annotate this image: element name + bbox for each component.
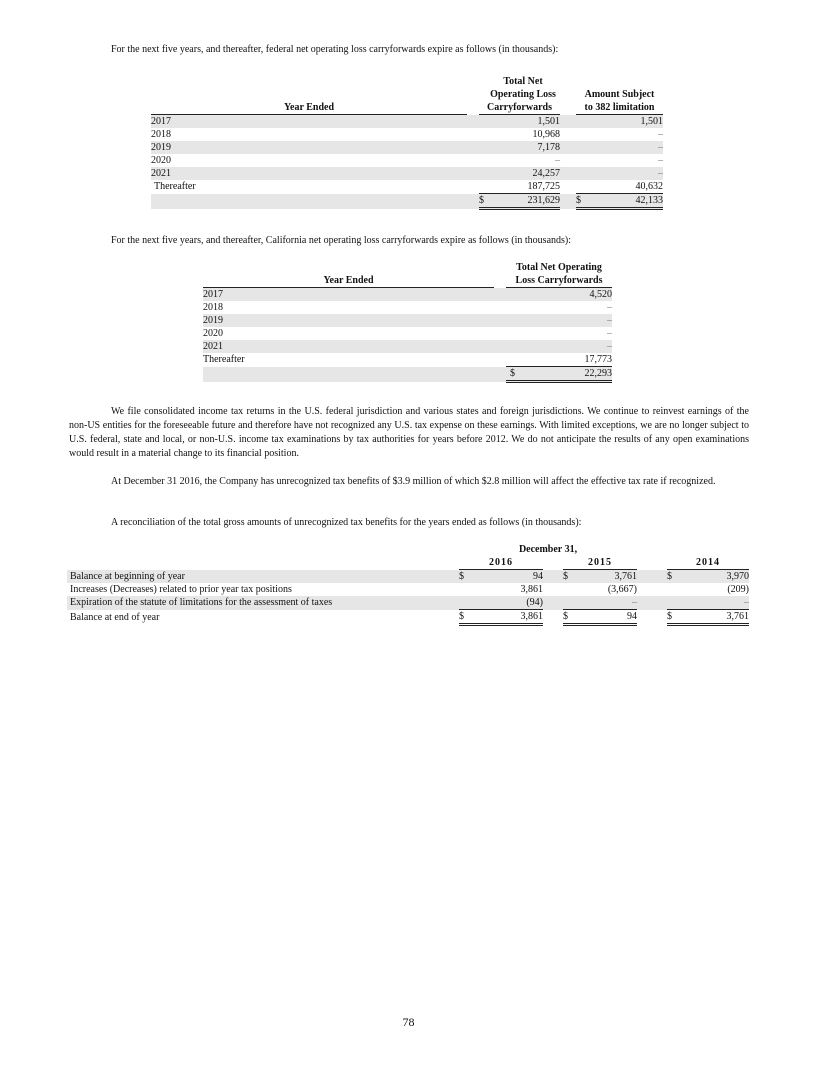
currency-symbol	[459, 596, 473, 610]
year-cell: 2019	[203, 315, 223, 326]
value-cell: 94	[533, 571, 543, 582]
reconciliation-table	[67, 543, 749, 626]
currency-symbol: $	[563, 610, 577, 625]
currency-symbol	[563, 583, 577, 596]
table-row	[151, 167, 663, 180]
total-cell: 22,293	[518, 367, 612, 382]
year-header-2016: 2016	[459, 556, 543, 570]
total-cell: –	[607, 315, 612, 326]
year-cell: 2021	[151, 168, 171, 179]
table-row	[203, 327, 612, 340]
total-cell: 17,773	[518, 353, 612, 367]
table-row	[67, 570, 749, 584]
subject-cell: 1,501	[640, 116, 663, 127]
california-year-header: Year Ended	[203, 274, 494, 288]
table-row	[203, 340, 612, 353]
table-row	[151, 141, 663, 154]
year-cell: 2018	[151, 129, 171, 140]
year-cell: 2021	[203, 341, 223, 352]
value-cell: 3,761	[681, 610, 749, 625]
federal-total-header-line2: Operating Loss	[490, 89, 556, 100]
table-row	[67, 583, 749, 596]
value-cell: 94	[577, 610, 637, 625]
tax-jurisdiction-paragraph: We file consolidated income tax returns in the U.S. federal jurisdiction and various states and foreign jurisdictions. We continue to reinvest earnings of the non-US entities for the foreseeable future and therefore have not recognized any U.S. tax expense on these earnings. With limited exceptions, we are no longer subject to U.S. federal, state and local, or non-U.S. income tax examinations by tax authorities for years before 2012. We do not anticipate the results of any open examinations would result in a material change to its financial position.	[69, 406, 749, 459]
california-nol-intro: For the next five years, and thereafter, California net operating loss carryforwards expire as follows (in thousands):	[111, 235, 572, 246]
total-cell: 4,520	[589, 289, 612, 300]
year-cell: 2020	[203, 328, 223, 339]
year-header-2015: 2015	[563, 556, 637, 570]
year-header-2014: 2014	[667, 556, 749, 570]
year-cell: 2018	[203, 302, 223, 313]
value-cell: 3,861	[520, 584, 543, 595]
currency-symbol: $	[667, 610, 681, 625]
california-nol-table	[203, 261, 612, 383]
subject-cell: –	[658, 129, 663, 140]
period-header: December 31,	[518, 544, 578, 555]
table-row	[151, 115, 663, 129]
total-cell: –	[555, 155, 560, 166]
currency-symbol: $	[459, 571, 464, 582]
total-cell: 10,968	[532, 129, 560, 140]
table-row	[67, 596, 749, 610]
federal-nol-intro: For the next five years, and thereafter, federal net operating loss carryforwards expire as follows (in thousands):	[111, 44, 559, 55]
subject-cell: 42,133	[583, 194, 663, 209]
value-cell: 3,761	[614, 571, 637, 582]
federal-subject-header-line1: Amount Subject	[584, 89, 655, 100]
california-total-header-line2: Loss Carryforwards	[506, 274, 612, 288]
federal-year-header: Year Ended	[151, 101, 467, 115]
total-cell: –	[607, 328, 612, 339]
value-cell: (209)	[727, 584, 749, 595]
row-label: Balance at beginning of year	[70, 570, 185, 582]
row-label: Expiration of the statute of limitations for the assessment of taxes	[70, 597, 333, 609]
total-row	[67, 610, 749, 625]
year-cell: Thereafter	[203, 354, 245, 366]
value-cell: 3,970	[726, 571, 749, 582]
table-row	[203, 314, 612, 327]
reconciliation-intro: A reconciliation of the total gross amounts of unrecognized tax benefits for the years ended as follows (in thousands):	[111, 517, 582, 528]
currency-symbol: $	[667, 571, 672, 582]
table-row	[151, 128, 663, 141]
currency-symbol	[667, 596, 681, 610]
table-row	[203, 353, 612, 367]
value-cell: 3,861	[473, 610, 543, 625]
total-row	[203, 367, 612, 382]
year-cell: Thereafter	[154, 181, 196, 193]
value-cell: (94)	[473, 596, 543, 610]
federal-total-header-line3: Carryforwards	[479, 101, 560, 115]
year-cell: 2017	[151, 116, 171, 127]
total-cell: –	[607, 341, 612, 352]
value-cell: –	[577, 596, 637, 610]
table-row	[151, 180, 663, 194]
total-cell: 24,257	[532, 168, 560, 179]
california-total-header-line1: Total Net Operating	[516, 262, 602, 273]
federal-nol-table	[151, 75, 663, 210]
currency-symbol	[667, 583, 681, 596]
currency-symbol	[563, 596, 577, 610]
row-label: Balance at end of year	[70, 611, 160, 623]
row-label: Increases (Decreases) related to prior year tax positions	[70, 584, 292, 595]
subject-cell: 40,632	[583, 180, 663, 194]
total-cell: 187,725	[486, 180, 560, 194]
total-row	[151, 194, 663, 209]
table-row	[151, 154, 663, 167]
year-cell: 2019	[151, 142, 171, 153]
currency-symbol: $	[506, 367, 518, 382]
subject-cell: –	[658, 142, 663, 153]
year-cell: 2020	[151, 155, 171, 166]
table-row	[203, 288, 612, 302]
currency-symbol: $	[563, 571, 568, 582]
currency-symbol: $	[479, 194, 486, 209]
total-cell: 1,501	[537, 116, 560, 127]
total-cell: 7,178	[537, 142, 560, 153]
currency-symbol: $	[459, 610, 473, 625]
total-cell: 231,629	[486, 194, 560, 209]
subject-cell: –	[658, 155, 663, 166]
unrecognized-benefits-paragraph: At December 31 2016, the Company has unrecognized tax benefits of $3.9 million of which $2.8 million will affect the effective tax rate if recognized.	[111, 476, 716, 487]
federal-subject-header-line2: to 382 limitation	[576, 101, 663, 115]
currency-symbol: $	[576, 194, 583, 209]
subject-cell: –	[658, 168, 663, 179]
total-cell: –	[607, 302, 612, 313]
federal-total-header: Total Net	[503, 76, 543, 87]
value-cell: (3,667)	[607, 584, 637, 595]
table-row	[203, 301, 612, 314]
year-cell: 2017	[203, 289, 223, 300]
page-number: 78	[402, 1015, 415, 1029]
value-cell: –	[681, 596, 749, 610]
currency-symbol	[459, 583, 473, 596]
